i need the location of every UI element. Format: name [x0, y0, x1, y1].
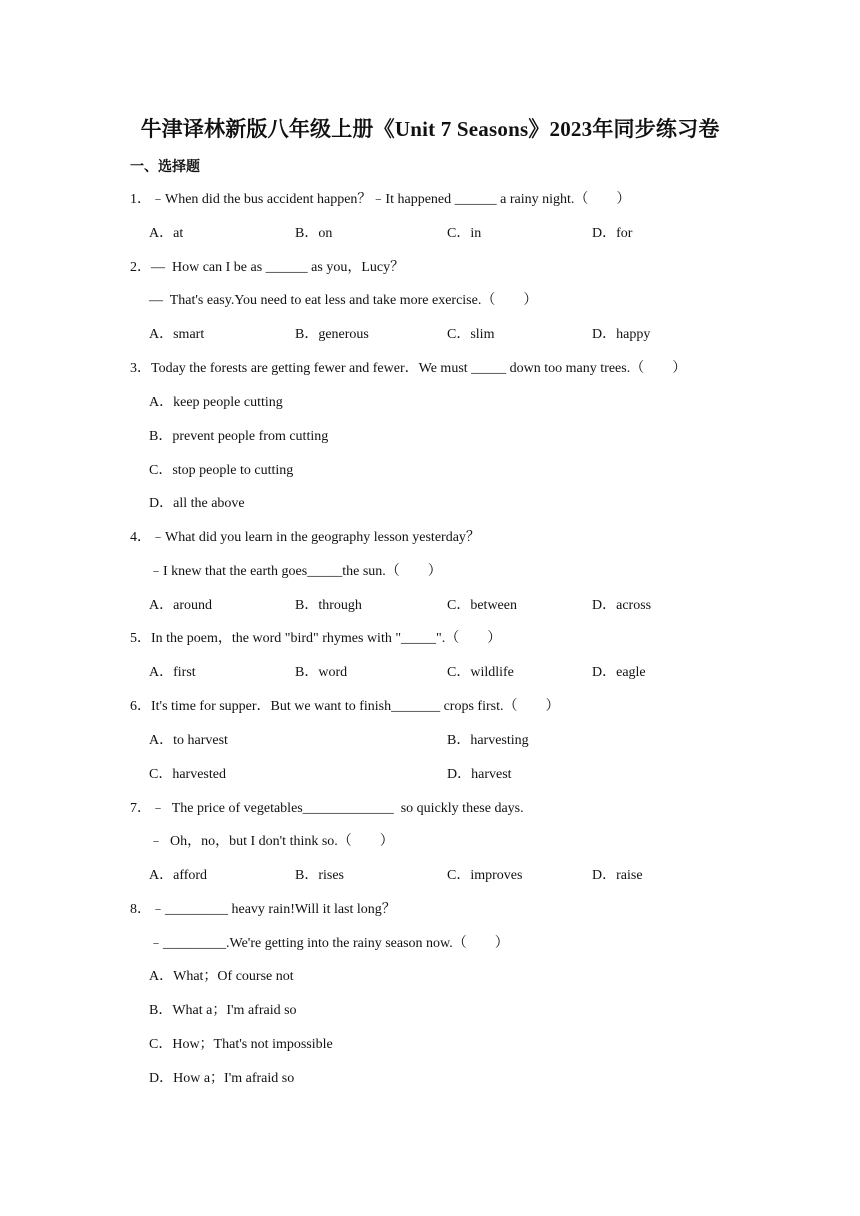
q1-option-a: A．at	[149, 226, 184, 241]
q2-option-d: D．happy	[592, 327, 651, 342]
q7-option-b: B．rises	[295, 868, 344, 883]
q6-option-b: B．harvesting	[447, 733, 529, 748]
question-5-text: 5．In the poem，the word "bird" rhymes with "_____".（ ）	[130, 631, 502, 646]
q2-option-a: A．smart	[149, 327, 205, 342]
question-6-text: 6．It's time for supper．But we want to finish_______ crops first.（ ）	[130, 699, 560, 714]
q6-option-c: C．harvested	[149, 767, 226, 782]
question-3-text: 3．Today the forests are getting fewer and fewer．We must _____ down too many trees.（ ）	[130, 361, 687, 376]
question-8-text-line2: ﹣_________.We're getting into the rainy season now.（ ）	[149, 936, 509, 951]
question-8-text: 8．﹣_________ heavy rain!Will it last long？	[130, 902, 396, 917]
q4-option-b: B．through	[295, 598, 362, 613]
question-2-text-line2: — That's easy.You need to eat less and take more exercise.（ ）	[149, 293, 538, 308]
question-7-text: 7．﹣ The price of vegetables_____________ so quickly these days.	[130, 801, 524, 816]
question-2-text: 2．— How can I be as ______ as you，Lucy？	[130, 260, 405, 275]
q5-option-b: B．word	[295, 665, 348, 680]
q5-option-a: A．first	[149, 665, 196, 680]
q8-option-c: C．How；That's not impossible	[149, 1037, 333, 1052]
q8-option-b: B．What a；I'm afraid so	[149, 1003, 297, 1018]
q4-option-a: A．around	[149, 598, 212, 613]
question-4-text: 4．﹣What did you learn in the geography lesson yesterday？	[130, 530, 480, 545]
q1-option-b: B．on	[295, 226, 333, 241]
q8-option-a: A．What；Of course not	[149, 969, 294, 984]
q5-option-d: D．eagle	[592, 665, 646, 680]
question-1-text: 1．﹣When did the bus accident happen？﹣It happened ______ a rainy night.（ ）	[130, 192, 631, 207]
q3-option-b: B．prevent people from cutting	[149, 429, 329, 444]
q7-option-c: C．improves	[447, 868, 523, 883]
q2-option-b: B．generous	[295, 327, 369, 342]
q6-option-a: A．to harvest	[149, 733, 228, 748]
q1-option-c: C．in	[447, 226, 482, 241]
question-4-text-line2: ﹣I knew that the earth goes_____the sun.（ ）	[149, 564, 442, 579]
q4-option-c: C．between	[447, 598, 517, 613]
q3-option-c: C．stop people to cutting	[149, 463, 294, 478]
q1-option-d: D．for	[592, 226, 633, 241]
q7-option-a: A．afford	[149, 868, 208, 883]
q4-option-d: D．across	[592, 598, 652, 613]
q3-option-a: A．keep people cutting	[149, 395, 283, 410]
q2-option-c: C．slim	[447, 327, 495, 342]
q3-option-d: D．all the above	[149, 496, 245, 511]
q5-option-c: C．wildlife	[447, 665, 514, 680]
q7-option-d: D．raise	[592, 868, 643, 883]
q8-option-d: D．How a；I'm afraid so	[149, 1071, 295, 1086]
question-7-text-line2: ﹣ Oh，no，but I don't think so.（ ）	[149, 834, 394, 849]
section-heading: 一、选择题	[130, 160, 200, 175]
document-title: 牛津译林新版八年级上册《Unit 7 Seasons》2023年同步练习卷	[140, 117, 720, 141]
q6-option-d: D．harvest	[447, 767, 512, 782]
